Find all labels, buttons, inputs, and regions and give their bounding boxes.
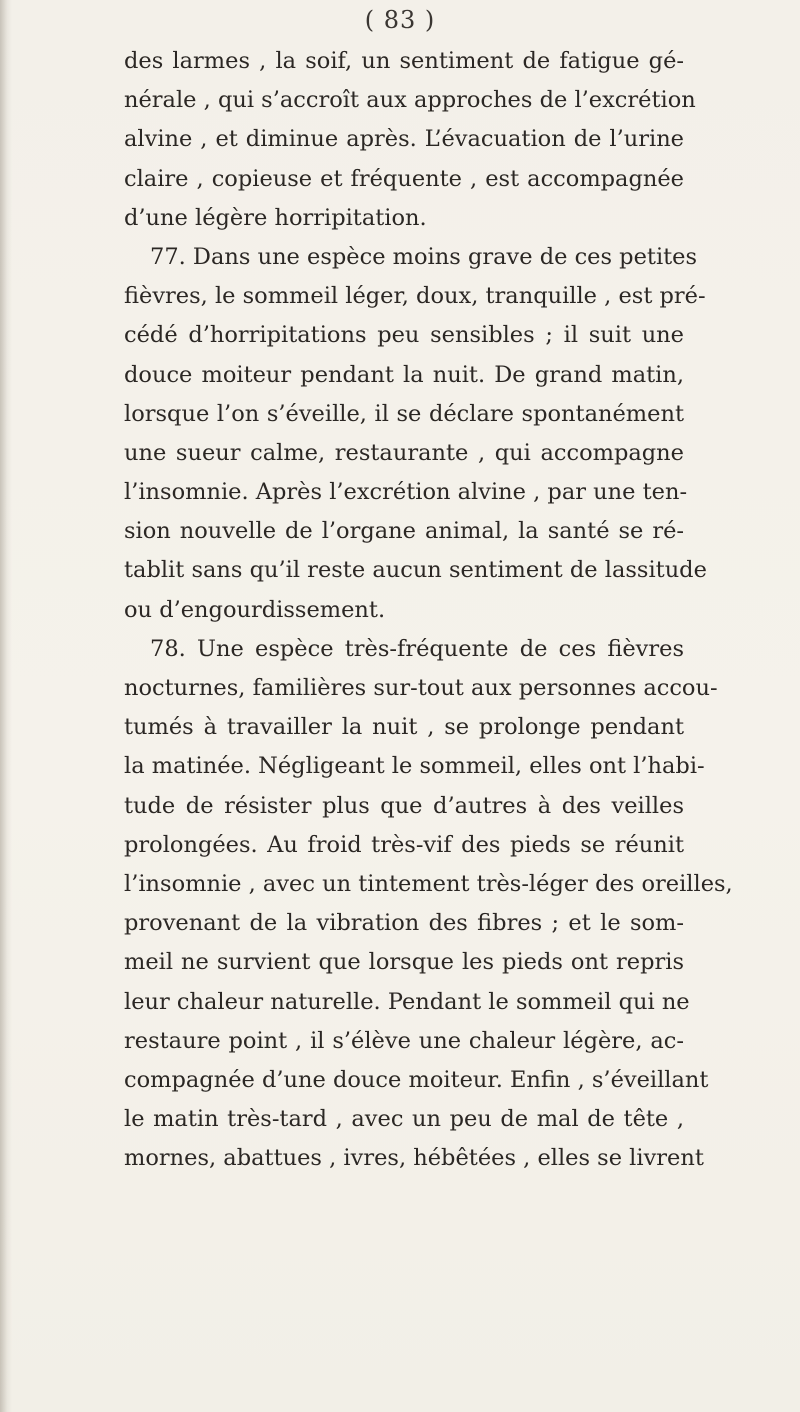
text-line: l’insomnie , avec un tintement très-léger des oreilles,: [124, 870, 733, 897]
text-line: le matin très-tard , avec un peu de mal de tête ,: [124, 1106, 684, 1133]
binding-shadow: [0, 0, 12, 1412]
text-line: d’une légère horripitation.: [124, 204, 427, 231]
text-line: lorsque l’on s’éveille, il se déclare spontanément: [124, 400, 684, 427]
text-line: mornes, abattues , ivres, hébêtées , elles se livrent: [124, 1145, 704, 1172]
text-line: tude de résister plus que d’autres à des veilles: [124, 792, 684, 819]
text-line: claire , copieuse et fréquente , est accompagnée: [124, 165, 684, 192]
text-line: cédé d’horripitations peu sensibles ; il suit une: [124, 322, 684, 349]
text-line: nérale , qui s’accroît aux approches de l’excrétion: [124, 87, 696, 114]
body-text: [124, 42, 733, 1178]
text-line: des larmes , la soif, un sentiment de fatigue gé-: [124, 48, 684, 74]
text-line: une sueur calme, restaurante , qui accompagne: [124, 439, 684, 466]
text-line: fièvres, le sommeil léger, doux, tranquille , est pré-: [124, 283, 706, 310]
text-line: tablit sans qu’il reste aucun sentiment de lassitude: [124, 557, 707, 584]
text-line: 78. Une espèce très-fréquente de ces fièvres: [150, 635, 684, 662]
text-line: provenant de la vibration des fibres ; et le som-: [124, 910, 684, 937]
text-line: nocturnes, familières sur-tout aux personnes accou-: [124, 675, 718, 701]
text-line: compagnée d’une douce moiteur. Enfin , s’éveillant: [124, 1066, 709, 1093]
text-line: prolongées. Au froid très-vif des pieds se réunit: [124, 831, 684, 858]
text-line: sion nouvelle de l’organe animal, la santé se ré-: [124, 518, 684, 545]
text-line: tumés à travailler la nuit , se prolonge pendant: [124, 714, 684, 741]
text-line: la matinée. Négligeant le sommeil, elles ont l’habi-: [124, 753, 705, 780]
text-line: 77. Dans une espèce moins grave de ces petites: [150, 243, 698, 270]
page-number: ( 83 ): [364, 6, 436, 34]
text-line: ou d’engourdissement.: [124, 596, 386, 623]
text-line: leur chaleur naturelle. Pendant le sommeil qui ne: [124, 988, 690, 1015]
text-line: meil ne survient que lorsque les pieds ont repris: [124, 949, 684, 976]
text-line: douce moiteur pendant la nuit. De grand matin,: [124, 361, 684, 388]
text-line: restaure point , il s’élève une chaleur légère, ac-: [124, 1027, 684, 1054]
text-line: alvine , et diminue après. L’évacuation de l’urine: [124, 126, 684, 153]
text-line: l’insomnie. Après l’excrétion alvine , par une ten-: [124, 479, 688, 506]
